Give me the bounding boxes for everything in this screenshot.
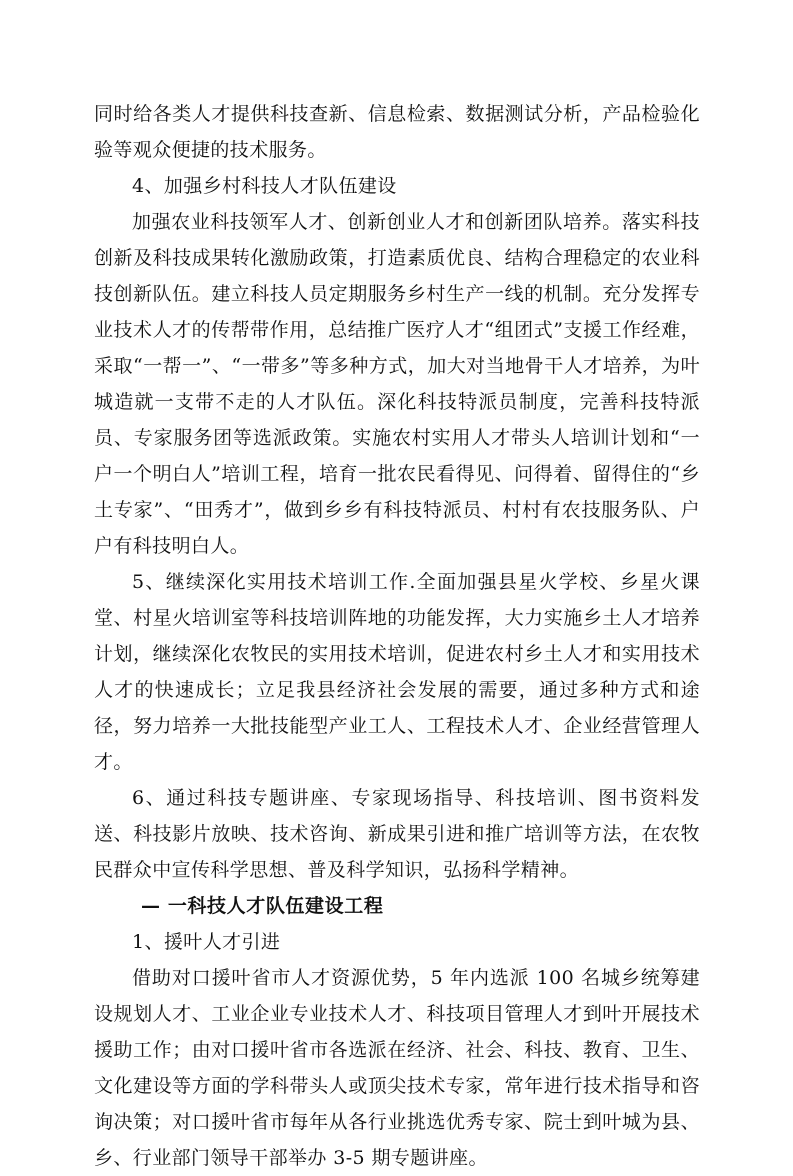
document-page: [94, 96, 700, 1176]
paragraph-rural-talent-team: 加强农业科技领军人才、创新创业人才和创新团队培养。落实科技创新及科技成果转化激励政策，打造素质优良、结构合理稳定的农业科技创新队伍。建立科技人员定期服务乡村生产一线的机制。充分发挥专业技术人才的传帮带作用，总结推广医疗人才“组团式”支援工作经难，采取“一帮一”、“一带多”等多种方式，加大对当地骨干人才培养，为叶城造就一支带不走的人才队伍。深化科技特派员制度，完善科技特派员、专家服务团等选派政策。实施农村实用人才带头人培训计划和“一户一个明白人”培训工程，培育一批农民看得见、问得着、留得住的“乡土专家”、“田秀才”，做到乡乡有科技特派员、村村有农技服务队、户户有科技明白人。: [94, 211, 700, 557]
paragraph-tech-services-continuation: 同时给各类人才提供科技查新、信息检索、数据测试分析，产品检验化验等观众便捷的技术服务。: [94, 103, 700, 161]
section-4-title: 4、加强乡村科技人才队伍建设: [132, 175, 397, 197]
section-heading-talent-project: — 一科技人才队伍建设工程: [141, 895, 384, 917]
subsection-1-title: 1、援叶人才引进: [132, 931, 281, 953]
paragraph-science-popularization: 6、通过科技专题讲座、专家现场指导、科技培训、图书资料发送、科技影片放映、技术咨询、新成果引进和推广培训等方法，在农牧民群众中宣传科学思想、普及科学知识，弘扬科学精神。: [94, 787, 700, 881]
paragraph-practical-training: 5、继续深化实用技术培训工作.全面加强县星火学校、乡星火课堂、村星火培训室等科技培训阵地的功能发挥，大力实施乡土人才培养计划，继续深化农牧民的实用技术培训，促进农村乡土人才和实用技术人才的快速成长；立足我县经济社会发展的需要，通过多种方式和途径，努力培养一大批技能型产业工人、工程技术人才、企业经营管理人才。: [94, 571, 700, 773]
paragraph-talent-introduction: 借助对口援叶省市人才资源优势，5 年内选派 100 名城乡统筹建设规划人才、工业企业专业技术人才、科技项目管理人才到叶开展技术援助工作；由对口援叶省市各选派在经济、社会、科技、教育、卫生、文化建设等方面的学科带头人或顶尖技术专家，常年进行技术指导和咨询决策；对口援叶省市每年从各行业挑选优秀专家、院士到叶城为县、乡、行业部门领导干部举办 3-5 期专题讲座。: [94, 967, 700, 1169]
